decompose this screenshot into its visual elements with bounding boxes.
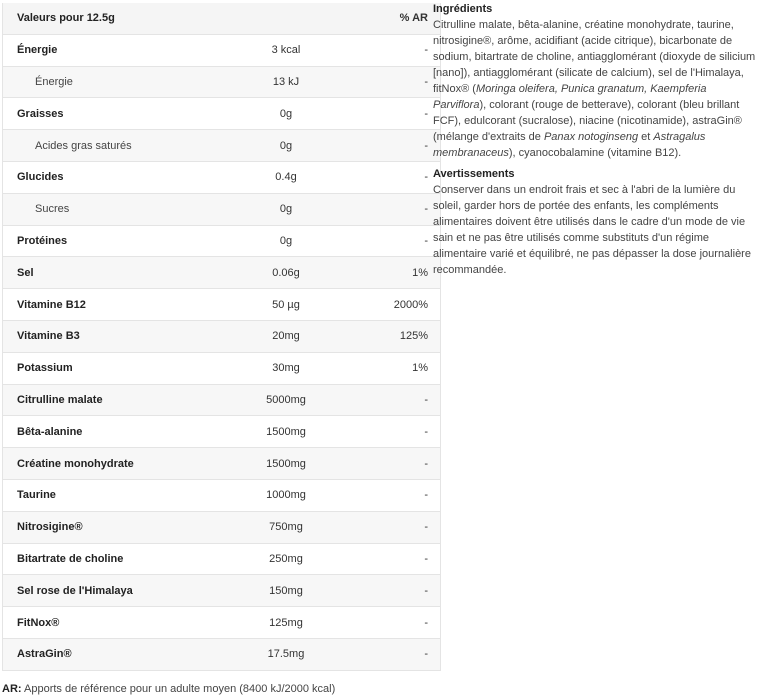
table-row — [3, 289, 441, 321]
nutrient-ar: 1% — [355, 352, 441, 384]
nutrient-ar: - — [355, 161, 441, 193]
nutrient-value: 13 kJ — [217, 66, 355, 98]
nutrient-ar: 2000% — [355, 289, 441, 321]
table-row — [3, 66, 441, 98]
table-row — [3, 193, 441, 225]
ingredients-text-part-2: ), colorant (rouge de betterave), colorant (bleu brillant FCF), edulcorant (sucralose), niacine (nicotinamide), astraGin® (mélange d'extraits de — [433, 99, 742, 143]
nutrient-name: Créatine monohydrate — [3, 448, 218, 480]
nutrient-name: Sel — [3, 257, 218, 289]
nutrient-name: Sel rose de l'Himalaya — [3, 575, 218, 607]
nutrient-value: 250mg — [217, 543, 355, 575]
table-row — [3, 384, 441, 416]
header-row — [3, 3, 441, 34]
table-row — [3, 34, 441, 66]
nutrient-value: 1000mg — [217, 479, 355, 511]
nutrient-name: Sucres — [3, 193, 218, 225]
table-row — [3, 161, 441, 193]
nutrient-ar: - — [355, 130, 441, 162]
nutrition-table-header — [3, 3, 441, 34]
nutrient-value: 1500mg — [217, 448, 355, 480]
nutrient-value: 125mg — [217, 607, 355, 639]
nutrient-name: Protéines — [3, 225, 218, 257]
nutrient-ar: 1% — [355, 257, 441, 289]
ingredients-text-part-3: et — [638, 131, 654, 143]
nutrient-ar: - — [355, 66, 441, 98]
serving-header: Valeurs pour 12.5g — [3, 3, 218, 34]
table-row — [3, 607, 441, 639]
nutrient-ar: - — [355, 98, 441, 130]
nutrient-name: FitNox® — [3, 607, 218, 639]
value-header — [217, 3, 355, 34]
nutrient-ar: - — [355, 575, 441, 607]
table-row — [3, 225, 441, 257]
nutrient-ar: - — [355, 384, 441, 416]
nutrient-name: Citrulline malate — [3, 384, 218, 416]
table-row — [3, 352, 441, 384]
ar-footnote-label: AR: — [2, 683, 22, 695]
warnings-text: Conserver dans un endroit frais et sec à l'abri de la lumière du soleil, garder hors de portée des enfants, les compléments alimentaires doivent être utilisés dans le cadre d'un mode de vie sain et ne pas être utilisés comme substituts d'un régime alimentaire varié et équilibré, ne pas dépasser la dose journalière recommandée. — [433, 184, 751, 276]
table-row — [3, 479, 441, 511]
table-row — [3, 575, 441, 607]
nutrition-table-body — [3, 34, 441, 670]
nutrient-value: 0g — [217, 130, 355, 162]
nutrient-name: Taurine — [3, 479, 218, 511]
nutrient-value: 3 kcal — [217, 34, 355, 66]
nutrient-value: 20mg — [217, 320, 355, 352]
nutrient-value: 17.5mg — [217, 638, 355, 670]
nutrient-name: Graisses — [3, 98, 218, 130]
nutrient-name: Glucides — [3, 161, 218, 193]
nutrient-value: 30mg — [217, 352, 355, 384]
nutrient-name: Énergie — [3, 66, 218, 98]
ingredients-text — [433, 17, 759, 161]
nutrient-ar: - — [355, 416, 441, 448]
table-row — [3, 320, 441, 352]
ar-footnote-text: Apports de référence pour un adulte moyen (8400 kJ/2000 kcal) — [21, 683, 336, 695]
nutrient-value: 0g — [217, 193, 355, 225]
nutrient-value: 0g — [217, 225, 355, 257]
nutrient-name: Nitrosigine® — [3, 511, 218, 543]
table-row — [3, 448, 441, 480]
ingredients-italic-3: Astragalus membranaceus — [433, 131, 706, 159]
table-row — [3, 511, 441, 543]
nutrient-value: 0g — [217, 98, 355, 130]
nutrient-name: Bêta-alanine — [3, 416, 218, 448]
nutrient-value: 5000mg — [217, 384, 355, 416]
nutrient-ar: - — [355, 543, 441, 575]
nutrient-ar: - — [355, 193, 441, 225]
table-row — [3, 130, 441, 162]
nutrient-name: AstraGin® — [3, 638, 218, 670]
nutrient-value: 50 µg — [217, 289, 355, 321]
table-row — [3, 416, 441, 448]
ar-footnote — [2, 683, 335, 695]
ingredients-text-part-1: Citrulline malate, bêta-alanine, créatine monohydrate, taurine, nitrosigine®, arôme, acidifiant (acide citrique), bicarbonate de sodium, bitartrate de choline, antiagglomérant (dioxyde de silicium [nano]), antiagglomérant (silicate de calcium), sel de l'Himalaya, fitNox® ( — [433, 19, 756, 95]
nutrient-value: 1500mg — [217, 416, 355, 448]
info-column — [433, 2, 759, 284]
nutrient-name: Vitamine B12 — [3, 289, 218, 321]
nutrition-table — [2, 3, 441, 671]
ar-header: % AR — [355, 3, 441, 34]
nutrient-ar: - — [355, 638, 441, 670]
nutrient-ar: - — [355, 448, 441, 480]
nutrient-name: Bitartrate de choline — [3, 543, 218, 575]
nutrient-value: 0.4g — [217, 161, 355, 193]
ingredients-italic-1: Moringa oleifera, Punica granatum, Kaempferia Parviflora — [433, 83, 707, 111]
nutrient-value: 0.06g — [217, 257, 355, 289]
nutrient-value: 750mg — [217, 511, 355, 543]
nutrient-ar: - — [355, 34, 441, 66]
nutrient-ar: - — [355, 511, 441, 543]
table-row — [3, 638, 441, 670]
nutrient-ar: - — [355, 607, 441, 639]
nutrient-name: Acides gras saturés — [3, 130, 218, 162]
table-row — [3, 257, 441, 289]
nutrient-ar: - — [355, 479, 441, 511]
ingredients-text-part-4: ), cyanocobalamine (vitamine B12). — [508, 147, 682, 159]
nutrient-ar: - — [355, 225, 441, 257]
table-row — [3, 543, 441, 575]
ingredients-italic-2: Panax notoginseng — [543, 131, 639, 143]
warnings-title: Avertissements — [433, 168, 515, 180]
nutrient-name: Vitamine B3 — [3, 320, 218, 352]
nutrient-ar: 125% — [355, 320, 441, 352]
nutrient-name: Potassium — [3, 352, 218, 384]
nutrient-name: Énergie — [3, 34, 218, 66]
nutrient-value: 150mg — [217, 575, 355, 607]
ingredients-title: Ingrédients — [433, 3, 493, 15]
table-row — [3, 98, 441, 130]
